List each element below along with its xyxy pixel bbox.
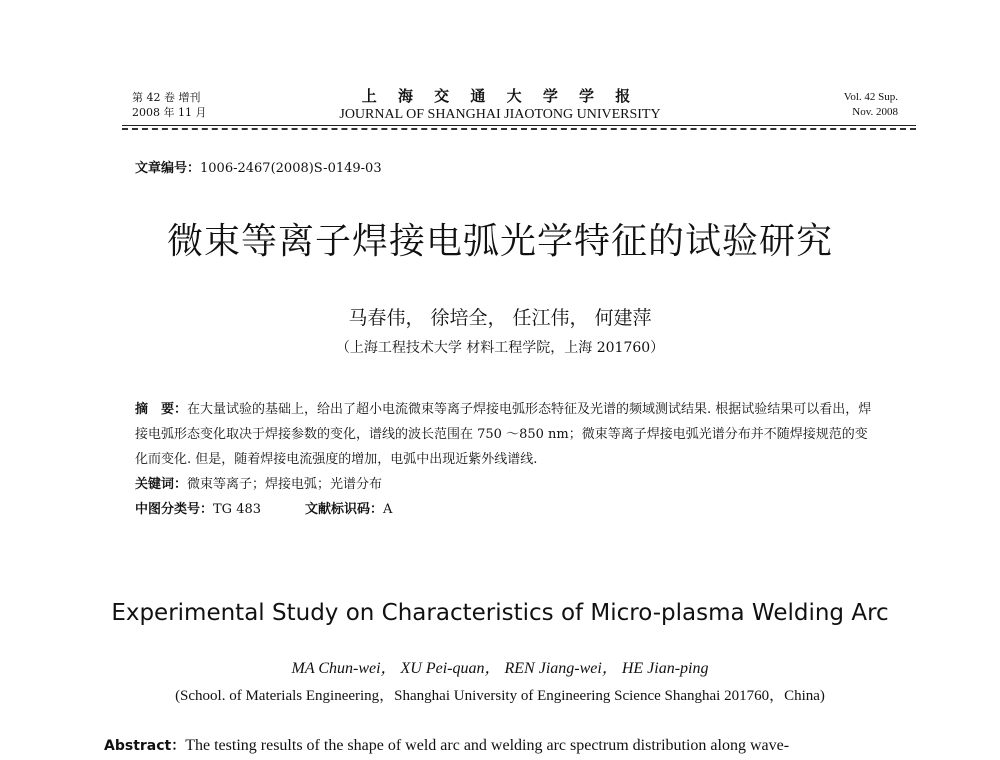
classification-line	[135, 497, 875, 522]
title-cn: 微束等离子焊接电弧光学特征的试验研究	[166, 221, 833, 262]
abstract-en-label: Abstract：	[104, 738, 186, 754]
clc-label: 中图分类号：	[135, 502, 214, 517]
abstract-en-text: The testing results of the shape of weld arc and welding arc spectrum distribution along wave-	[185, 737, 790, 754]
keywords-line	[135, 472, 875, 497]
volume-en: Vol. 42 Sup.	[843, 91, 898, 103]
abstract-cn-label: 摘 要：	[135, 402, 188, 417]
journal-title-cn: 上 海 交 通 大 学 学 报	[361, 87, 639, 105]
authors-en: MA Chun-wei， XU Pei-quan， REN Jiang-wei， HE Jian-ping	[291, 660, 709, 677]
abstract-cn	[135, 397, 875, 522]
authors-cn: 马春伟， 徐培全， 任江伟， 何建萍	[348, 307, 652, 329]
title-en: Experimental Study on Characteristics of Micro-plasma Welding Arc	[111, 600, 889, 626]
header-rule-dashed	[122, 128, 916, 130]
abstract-cn-paragraph	[135, 397, 875, 472]
article-number-label: 文章编号：	[135, 161, 201, 176]
volume-cn: 第 42 卷 增刊	[132, 91, 201, 104]
keywords-value: 微束等离子；焊接电弧；光谱分布	[187, 477, 383, 492]
affiliation-cn: （上海工程技术大学 材料工程学院，上海 201760）	[335, 340, 665, 356]
clc-value: TG 483	[213, 502, 262, 517]
keywords-label: 关键词：	[135, 477, 188, 492]
affiliation-en: (School. of Materials Engineering，Shanghai University of Engineering Science Shanghai 201760，China)	[175, 688, 825, 704]
header-right	[844, 90, 898, 120]
abstract-cn-text: 在大量试验的基础上，给出了超小电流微束等离子焊接电弧形态特征及光谱的频域测试结果. 根据试验结果可以看出，焊接电弧形态变化取决于焊接参数的变化，谱线的波长范围在 750 ～850 nm；微束等离子焊接电弧光谱分布并不随焊接规范的变化而变化. 但是，随着焊接电流强度的增加，电弧中出现近紫外线谱线.	[135, 402, 872, 467]
doc-code-label: 文献标识码：	[305, 502, 384, 517]
doc-code-value: A	[383, 502, 393, 517]
article-number-value: 1006-2467(2008)S-0149-03	[200, 161, 382, 176]
header-rule	[122, 125, 916, 126]
journal-title-en: JOURNAL OF SHANGHAI JIAOTONG UNIVERSITY	[339, 107, 661, 122]
article-number	[135, 157, 382, 176]
abstract-en	[104, 735, 924, 755]
date-cn: 2008 年 11 月	[132, 106, 207, 119]
date-en: Nov. 2008	[852, 106, 898, 118]
